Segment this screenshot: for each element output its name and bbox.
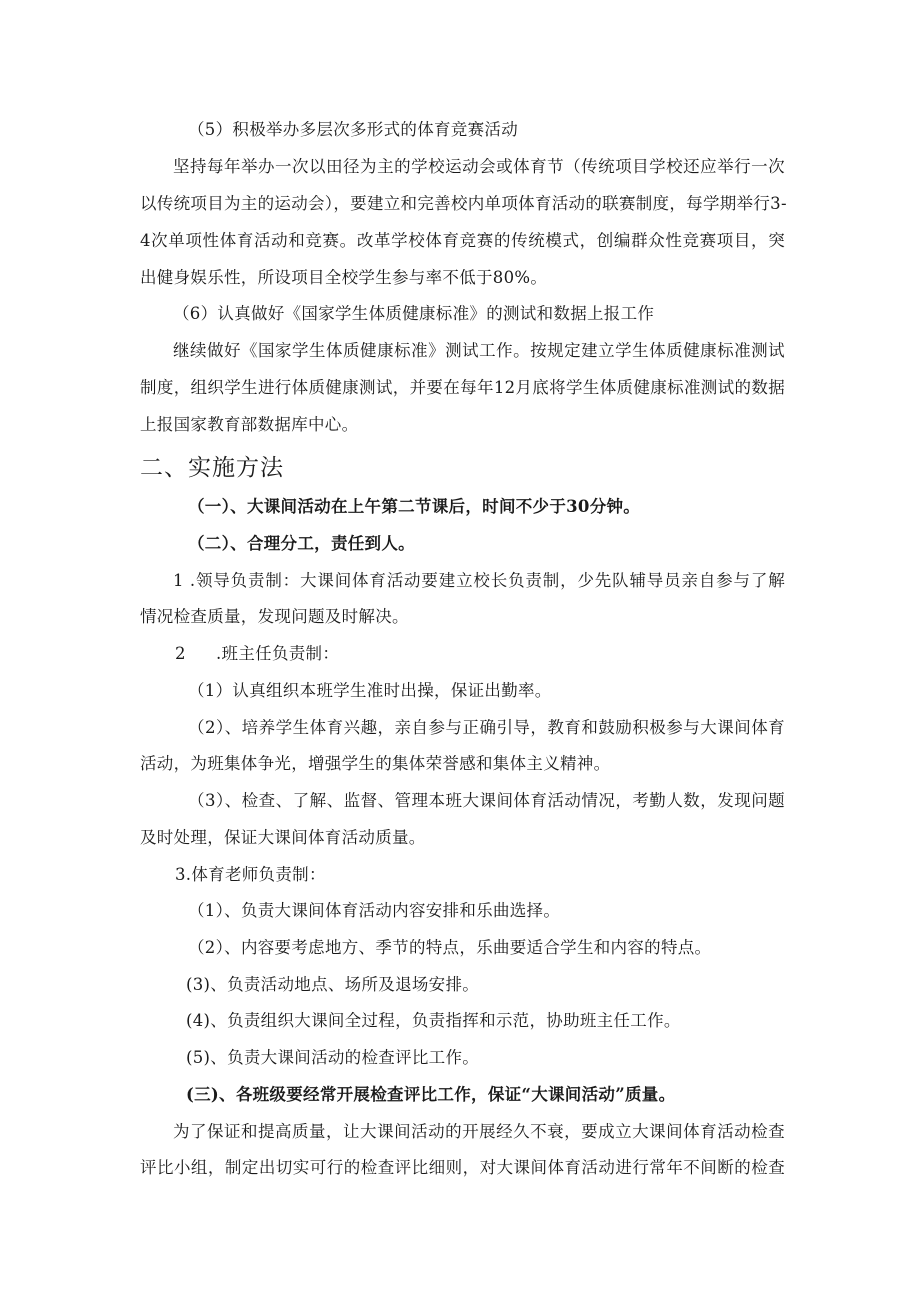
teacher-number: 2	[175, 644, 186, 663]
pe-item-2: （2）、内容要考虑地方、季节的特点，乐曲要适合学生和内容的特点。	[188, 938, 712, 957]
pe-item-5: (5)、负责大课间活动的检查评比工作。	[186, 1048, 480, 1067]
item6-para-line-2: 制度，组织学生进行体质健康测试，并要在每年12月底将学生体质健康标准测试的数据	[140, 378, 785, 397]
final-para-line-2: 评比小组，制定出切实可行的检查评比细则，对大课间体育活动进行常年不间断的检查	[140, 1158, 785, 1177]
item5-para-line-1: 坚持每年举办一次以田径为主的学校运动会或体育节（传统项目学校还应举行一次	[173, 157, 785, 176]
teacher-item-2-line-1: （2）、培养学生体育兴趣，亲自参与正确引导，教育和鼓励积极参与大课间体育	[188, 718, 785, 737]
final-para-line-1: 为了保证和提高质量，让大课间活动的开展经久不衰，要成立大课间体育活动检查	[173, 1122, 785, 1141]
teacher-title: .班主任负责制：	[216, 644, 340, 663]
subsection-3: (三)、各班级要经常开展检查评比工作，保证“大课间活动”质量。	[186, 1085, 676, 1104]
subsection-1: （一）、大课间活动在上午第二节课后，时间不少于30分钟。	[188, 497, 641, 516]
section-heading: 二、实施方法	[140, 455, 284, 481]
teacher-item-3-line-1: （3）、检查、了解、监督、管理本班大课间体育活动情况，考勤人数，发现问题	[188, 791, 785, 810]
pe-item-1: （1）、负责大课间体育活动内容安排和乐曲选择。	[188, 901, 561, 920]
item6-title: （6）认真做好《国家学生体质健康标准》的测试和数据上报工作	[173, 304, 655, 323]
pe-item-4: (4)、负责组织大课间全过程，负责指挥和示范，协助班主任工作。	[186, 1011, 681, 1030]
teacher-item-1: （1）认真组织本班学生准时出操，保证出勤率。	[188, 681, 552, 700]
leader-line-2: 情况检查质量，发现问题及时解决。	[140, 607, 409, 626]
pe-teacher-title: 3.体育老师负责制：	[175, 865, 326, 884]
item5-title: （5）积极举办多层次多形式的体育竞赛活动	[188, 120, 518, 139]
item5-para-line-4: 出健身娱乐性，所设项目全校学生参与率不低于80%。	[140, 268, 548, 287]
leader-line-1: 1 .领导负责制：大课间体育活动要建立校长负责制，少先队辅导员亲自参与了解	[173, 571, 785, 590]
item5-para-line-3: 4次单项性体育活动和竞赛。改革学校体育竞赛的传统模式，创编群众性竞赛项目，突	[140, 231, 785, 250]
item6-para-line-3: 上报国家教育部数据库中心。	[140, 415, 359, 434]
pe-item-3: (3)、负责活动地点、场所及退场安排。	[186, 975, 480, 994]
item5-para-line-2: 以传统项目为主的运动会），要建立和完善校内单项体育活动的联赛制度，每学期举行3-	[140, 194, 787, 213]
item6-para-line-1: 继续做好《国家学生体质健康标准》测试工作。按规定建立学生体质健康标准测试	[173, 341, 785, 360]
teacher-item-2-line-2: 活动，为班集体争光，增强学生的集体荣誉感和集体主义精神。	[140, 754, 611, 773]
teacher-item-3-line-2: 及时处理，保证大课间体育活动质量。	[140, 828, 426, 847]
subsection-2: （二）、合理分工，责任到人。	[188, 534, 415, 553]
